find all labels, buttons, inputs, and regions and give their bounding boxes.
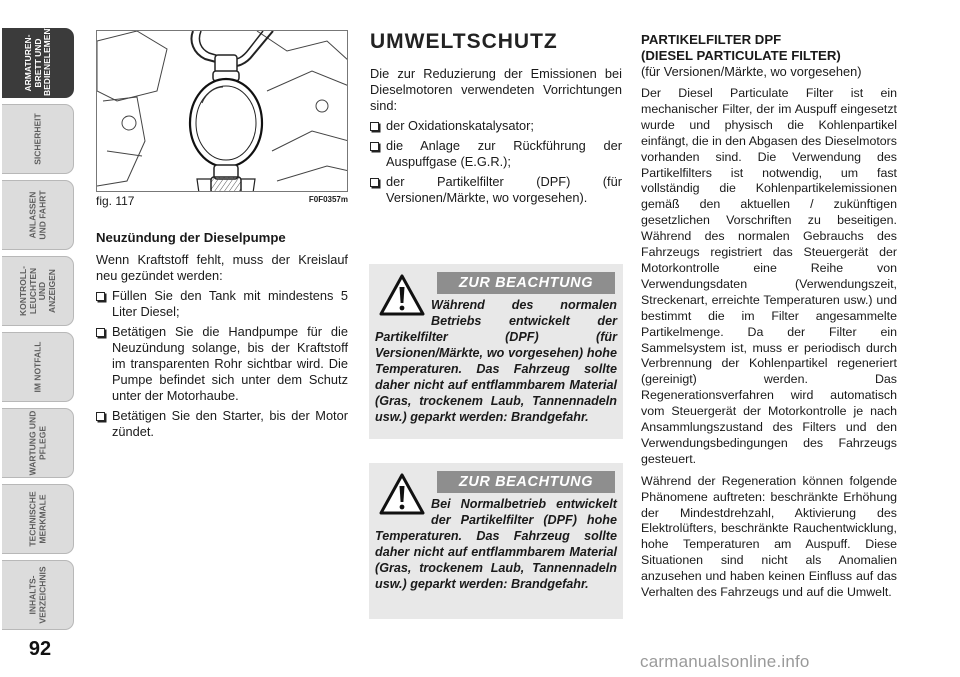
column-partikelfilter xyxy=(641,32,897,601)
intro-paragraph: Die zur Reduzierung der Emissionen bei Dieselmotoren verwendeten Vorrichtungen sind: xyxy=(370,66,622,113)
tab-label: ARMATUREN- BRETT UND BEDIENELEMENTE xyxy=(22,17,52,96)
warning-text-content: Bei Normalbetrieb entwickelt der Partikelfilter (DPF) hohe Temperaturen. Das Fahrzeug sollte daher nicht auf entflammbarem Material (Gras, trockenem Laub, Tannennadeln usw.) geparkt werden: Brandgefahr. xyxy=(375,497,617,591)
section-tabs xyxy=(2,17,74,634)
tab-armaturenbrett[interactable] xyxy=(2,17,74,98)
checkbox-bullet-icon xyxy=(370,122,379,131)
warning-tag: ZUR BEACHTUNG xyxy=(437,272,615,294)
section-heading-line2: (DIESEL PARTICULATE FILTER) xyxy=(641,48,841,63)
figure-caption xyxy=(96,194,348,208)
list-item-text: Füllen Sie den Tank mit mindestens 5 Liter Diesel; xyxy=(112,288,348,319)
section-subtitle: (für Versionen/Märkte, wo vorgesehen) xyxy=(641,64,862,79)
list-item-text: die Anlage zur Rückführung der Auspuffgase (E.G.R.); xyxy=(386,138,622,169)
hand-pump-illustration xyxy=(97,31,348,192)
tab-label: WARTUNG UND PFLEGE xyxy=(27,410,47,476)
list-item xyxy=(370,118,622,134)
intro-paragraph: Wenn Kraftstoff fehlt, muss der Kreislauf neu gezündet werden: xyxy=(96,252,348,283)
section-heading: Neuzündung der Dieselpumpe xyxy=(96,230,286,245)
list-item xyxy=(370,174,622,206)
paragraph: Der Diesel Particulate Filter ist ein mechanischer Filter, der im Auspuff eingesetzt wurde und physisch die Kohlenpartikel einfängt, die in den Abgasen des Dieselmotors vorhanden sind. Die Verwendung des Partikelfilters ist notwendig, um fast vollständig die Kohlenpartikelemissionen gemäß den aktuellen / zukünftigen gesetzlichen Vorschriften zu beseitigen. Während des normalen Gebrauchs des Fahrzeugs registriert das Steuergerät der Motorkontrolle eine Reihe von Verwendungsdaten (Verwendungszeit, Streckenart, erreichte Temperaturen usw.) und bestimmt die im Filter angesammelte Partikelmenge. Da der Filter ein Sammelsystem ist, muss er periodisch durch Verbrennung der Kohlenpartikel regeneriert (gereinigt) werden. Das Regenerationsverfahren wird automatisch vom Steuergerät der Motorkontrolle je nach Ansammlungszustand des Filters und den Verwendungsbedingungen des Fahrzeugs gesteuert. xyxy=(641,86,897,466)
column-umweltschutz xyxy=(370,30,622,206)
list-item-text: Betätigen Sie den Starter, bis der Motor zündet. xyxy=(112,408,348,439)
warning-text-content: Während des normalen Betriebs entwickelt der Partikelfilter (DPF) (für Versionen/Märkte, wo vorgesehen) hohe Temperaturen. Das Fahrzeug sollte daher nicht auf entflammbarem Material (Gras, trockenem Laub, Tannennadeln usw.) geparkt werden: Brandgefahr. xyxy=(375,298,617,424)
device-list xyxy=(370,118,622,206)
tab-wartung[interactable] xyxy=(2,408,74,478)
tab-label: KONTROLL- LEUCHTEN UND ANZEIGEN xyxy=(17,265,56,317)
page-number: 92 xyxy=(28,638,52,660)
section-heading: PARTIKELFILTER DPF xyxy=(641,32,782,47)
tab-label: TECHNISCHE MERKMALE xyxy=(27,491,47,547)
warning-text xyxy=(375,297,617,425)
list-item xyxy=(370,138,622,170)
checkbox-bullet-icon xyxy=(96,412,105,421)
checkbox-bullet-icon xyxy=(370,178,379,187)
tab-label: INHALTS- VERZEICHNIS xyxy=(27,566,47,624)
checkbox-bullet-icon xyxy=(370,142,379,151)
watermark-text: carmanualsonline.info xyxy=(640,652,810,671)
tab-label: ANLASSEN UND FAHRT xyxy=(27,190,47,240)
warning-box xyxy=(369,463,623,619)
list-item-text: Betätigen Sie die Handpumpe für die Neuzündung solange, bis der Kraftstoff im transparenten Rohr sichtbar wird. Die Pumpe befindet sich unter dem Schutz unter der Motorhaube. xyxy=(112,324,348,403)
figure-hand-pump xyxy=(96,30,348,192)
instruction-list xyxy=(96,288,348,440)
list-item xyxy=(96,408,348,440)
page-title: UMWELTSCHUTZ xyxy=(370,30,558,53)
warning-box xyxy=(369,264,623,439)
tab-im-notfall[interactable] xyxy=(2,332,74,402)
checkbox-bullet-icon xyxy=(96,328,105,337)
tab-technische-merkmale[interactable] xyxy=(2,484,74,554)
list-item-text: der Oxidationskatalysator; xyxy=(386,118,534,133)
tab-label: IM NOTFALL xyxy=(31,341,42,393)
list-item-text: der Partikelfilter (DPF) (für Versionen/Märkte, wo vorgesehen). xyxy=(386,174,622,205)
tab-label: SICHERHEIT xyxy=(31,113,42,165)
figure-label: fig. 117 xyxy=(96,194,135,208)
figure-code: F0F0357m xyxy=(308,195,348,204)
tab-sicherheit[interactable] xyxy=(2,104,74,174)
checkbox-bullet-icon xyxy=(96,292,105,301)
list-item xyxy=(96,288,348,320)
tab-anlassen[interactable] xyxy=(2,180,74,250)
warning-text xyxy=(375,496,617,592)
list-item xyxy=(96,324,348,404)
tab-kontrollleuchten[interactable] xyxy=(2,256,74,326)
column-pump-priming xyxy=(96,230,348,440)
paragraph: Während der Regeneration können folgende Phänomene auftreten: beschränkte Erhöhung der Mindestdrehzahl, Aktivierung des Elektrolüfters, beschränkte Rauchentwicklung, hohe Temperaturen am Auspuff. Diese Situationen sind nicht als Anomalien anzusehen und haben keinen Einfluss auf das Verhalten des Fahrzeugs und auf die Umwelt. xyxy=(641,473,897,600)
tab-inhaltsverzeichnis[interactable] xyxy=(2,560,74,630)
warning-tag: ZUR BEACHTUNG xyxy=(437,471,615,493)
